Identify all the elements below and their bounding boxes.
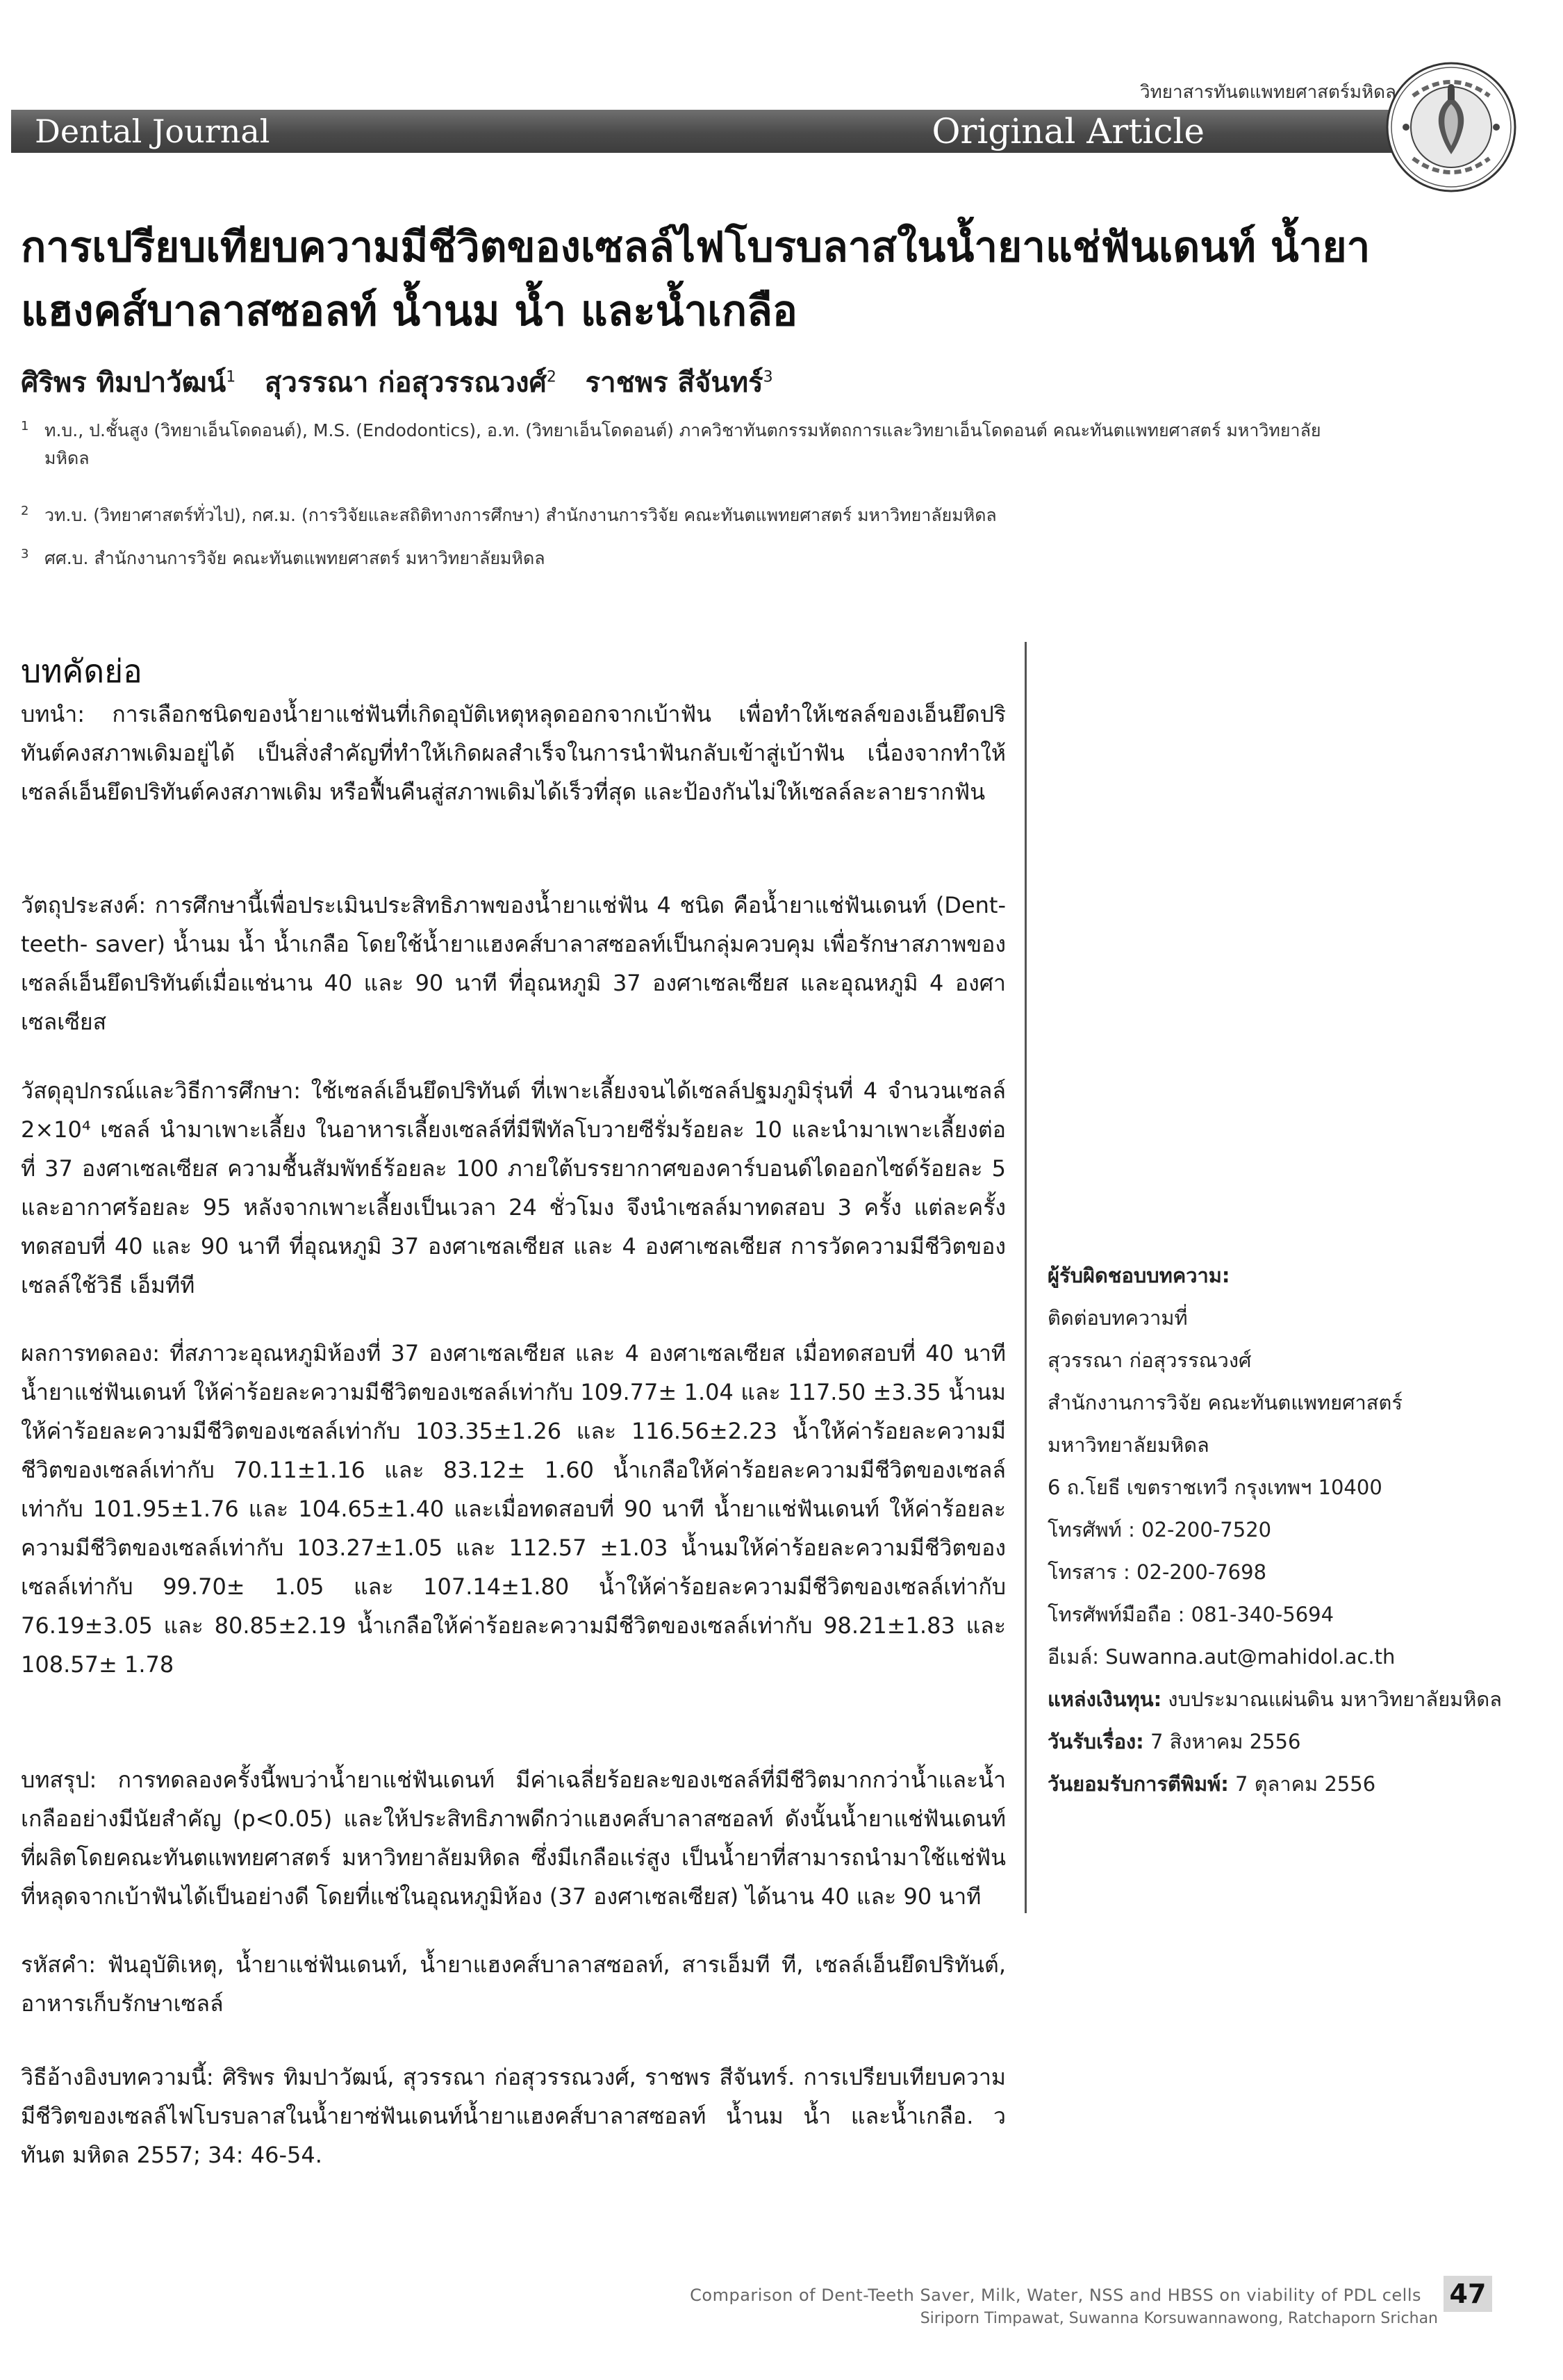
author-affiliation-mark: 1: [226, 368, 236, 386]
funding-label: แหล่งเงินทุน:: [1048, 1687, 1162, 1711]
journal-name-thai: วิทยาสารทันตแพทยศาสตร์มหิดล: [1140, 82, 1396, 103]
abstract-citation: [21, 2058, 1006, 2174]
contact-mobile: โทรศัพท์มือถือ : 081-340-5694: [1048, 1603, 1334, 1626]
affiliation-item: [21, 545, 1341, 572]
accepted-value: 7 ตุลาคม 2556: [1235, 1772, 1376, 1796]
section-label: บทนำ:: [21, 701, 85, 727]
funding-row: [1048, 1678, 1548, 1721]
author-name: ราชพร สีจันทร์: [585, 367, 763, 399]
correspondence-box: [1048, 1255, 1548, 1805]
abstract-introduction: [21, 695, 1006, 811]
header-journal-title: Dental Journal: [35, 113, 270, 150]
affiliation-number: 3: [21, 547, 29, 561]
contact-university: มหาวิทยาลัยมหิดล: [1048, 1433, 1209, 1457]
abstract-objective: [21, 886, 1006, 1041]
section-text: ใช้เซลล์เอ็นยึดปริทันต์ ที่เพาะเลี้ยงจนได้เซลล์ปฐมภูมิรุ่นที่ 4 จำนวนเซลล์ 2×10⁴ เซลล์ นำมาเพาะเลี้ยง ในอาหารเลี้ยงเซลล์ที่มีฟีทัลโบวายซีรั่มร้อยละ 10 และนำมาเพาะเลี้ยงต่อที่ 37 องศาเซลเซียส ความชื้นสัมพัทธ์ร้อยละ 100 ภายใต้บรรยากาศของคาร์บอนด์ไดออกไซด์ร้อยละ 5 และอากาศร้อยละ 95 หลังจากเพาะเลี้ยงเป็นเวลา 24 ชั่วโมง จึงนำเซลล์มาทดสอบ 3 ครั้ง แต่ละครั้งทดสอบที่ 40 และ 90 นาที ที่อุณหภูมิ 37 องศาเซลเซียส และ 4 องศาเซลเซียส การวัดความมีชีวิตของเซลล์ใช้วิธี เอ็มทีที: [21, 1077, 1007, 1298]
abstract-materials-methods: [21, 1071, 1006, 1305]
header-article-type: Original Article: [932, 111, 1205, 151]
section-text: ศิริพร ทิมปาวัฒน์, สุวรรณา ก่อสุวรรณวงศ์, ราชพร สีจันทร์. การเปรียบเทียบความมีชีวิตของเซลล์ไฟโบรบลาสในน้ำยาซ่ฟันเดนท์น้ำยาแฮงคส์บาลาสซอลท์ น้ำนม น้ำ และน้ำเกลือ. ว ทันต มหิดล 2557; 34: 46-54.: [21, 2064, 1006, 2168]
contact-office: สำนักงานการวิจัย คณะทันตแพทยศาสตร์: [1048, 1391, 1403, 1414]
correspondence-heading: ผู้รับผิดชอบบทความ:: [1048, 1264, 1230, 1287]
affiliation-text: ท.บ., ป.ชั้นสูง (วิทยาเอ็นโดดอนต์), M.S. (Endodontics), อ.ท. (วิทยาเอ็นโดดอนต์) ภาควิชาทันตกรรมหัตถการและวิทยาเอ็นโดดอนต์ คณะทันตแพทยศาสตร์ มหาวิทยาลัยมหิดล: [44, 420, 1321, 468]
author-affiliation-mark: 3: [763, 368, 773, 386]
affiliation-number: 1: [21, 419, 29, 433]
university-seal-logo: [1385, 61, 1517, 193]
author-name: ศิริพร ทิมปาวัฒน์: [21, 367, 226, 399]
funding-value: งบประมาณแผ่นดิน มหาวิทยาลัยมหิดล: [1168, 1687, 1503, 1711]
contact-address: 6 ถ.โยธี เขตราชเทวี กรุงเทพฯ 10400: [1048, 1476, 1382, 1499]
section-text: ที่สภาวะอุณหภูมิห้องที่ 37 องศาเซลเซียส และ 4 องศาเซลเซียส เมื่อทดสอบที่ 40 นาที น้ำยาแช่ฟันเดนท์ ให้ค่าร้อยละความมีชีวิตของเซลล์เท่ากับ 109.77± 1.04 และ 117.50 ±3.35 น้ำนมให้ค่าร้อยละความมีชีวิตของเซลล์เท่ากับ 103.35±1.26 และ 116.56±2.23 น้ำให้ค่าร้อยละความมีชีวิตของเซลล์เท่ากับ 70.11±1.16 และ 83.12± 1.60 น้ำเกลือให้ค่าร้อยละความมีชีวิตของเซลล์เท่ากับ 101.95±1.76 และ 104.65±1.40 และเมื่อทดสอบที่ 90 นาที น้ำยาแช่ฟันเดนท์ ให้ค่าร้อยละความมีชีวิตของเซลล์เท่ากับ 103.27±1.05 และ 112.57 ±1.03 น้ำนมให้ค่าร้อยละความมีชีวิตของเซลล์เท่ากับ 99.70± 1.05 และ 107.14±1.80 น้ำให้ค่าร้อยละความมีชีวิตของเซลล์เท่ากับ 76.19±3.05 และ 80.85±2.19 น้ำเกลือให้ค่าร้อยละความมีชีวิตของเซลล์เท่ากับ 98.21±1.83 และ 108.57± 1.78: [21, 1340, 1007, 1678]
affiliation-item: [21, 502, 1341, 529]
section-label: ผลการทดลอง:: [21, 1340, 160, 1366]
section-label: วัตถุประสงค์:: [21, 892, 147, 918]
affiliation-text: ศศ.บ. สำนักงานการวิจัย คณะทันตแพทยศาสตร์ มหาวิทยาลัยมหิดล: [44, 548, 545, 568]
section-label: วิธีอ้างอิงบทความนี้:: [21, 2064, 214, 2090]
section-label: รหัสคำ:: [21, 1951, 96, 1978]
accepted-row: [1048, 1763, 1548, 1805]
footer-authors: Siriporn Timpawat, Suwanna Korsuwannawong, Ratchaporn Srichan: [920, 2310, 1438, 2327]
affiliation-number: 2: [21, 504, 29, 518]
affiliation-text: วท.บ. (วิทยาศาสตร์ทั่วไป), กศ.ม. (การวิจัยและสถิติทางการศึกษา) สำนักงานการวิจัย คณะทันตแพทยศาสตร์ มหาวิทยาลัยมหิดล: [44, 505, 997, 525]
contact-phone: โทรศัพท์ : 02-200-7520: [1048, 1518, 1272, 1542]
contact-label: ติดต่อบทความที่: [1048, 1306, 1188, 1330]
abstract-conclusion: [21, 1760, 1006, 1916]
header-bar: [11, 110, 1406, 153]
section-text: การศึกษานี้เพื่อประเมินประสิทธิภาพของน้ำยาแช่ฟัน 4 ชนิด คือน้ำยาแช่ฟันเดนท์ (Dent-teeth- saver) น้ำนม น้ำ น้ำเกลือ โดยใช้น้ำยาแฮงคส์บาลาสซอลท์เป็นกลุ่มควบคุม เพื่อรักษาสภาพของเซลล์เอ็นยึดปริทันต์เมื่อแช่นาน 40 และ 90 นาที ที่อุณหภูมิ 37 องศาเซลเซียส และอุณหภูมิ 4 องศาเซลเซียส: [21, 892, 1007, 1035]
page-number: 47: [1444, 2276, 1492, 2312]
section-label: วัสดุอุปกรณ์และวิธีการศึกษา:: [21, 1077, 301, 1104]
received-label: วันรับเรื่อง:: [1048, 1730, 1144, 1753]
section-label: บทสรุป:: [21, 1767, 97, 1793]
received-row: [1048, 1721, 1548, 1763]
contact-fax: โทรสาร : 02-200-7698: [1048, 1560, 1267, 1584]
abstract-keywords: [21, 1945, 1006, 2023]
contact-name: สุวรรณา ก่อสุวรรณวงศ์: [1048, 1348, 1252, 1372]
accepted-label: วันยอมรับการตีพิมพ์:: [1048, 1772, 1229, 1796]
column-divider: [1025, 642, 1027, 1913]
affiliation-item: [21, 417, 1341, 472]
section-text: การทดลองครั้งนี้พบว่าน้ำยาแช่ฟันเดนท์ มีค่าเฉลี่ยร้อยละของเซลล์ที่มีชีวิตมากกว่าน้ำและน้ำเกลืออย่างมีนัยสำคัญ (p<0.05) และให้ประสิทธิภาพดีกว่าแฮงคส์บาลาสซอลท์ ดังนั้นน้ำยาแช่ฟันเดนท์ที่ผลิตโดยคณะทันตแพทยศาสตร์ มหาวิทยาลัยมหิดล ซึ่งมีเกลือแร่สูง เป็นน้ำยาที่สามารถนำมาใช้แช่ฟันที่หลุดจากเบ้าฟันได้เป็นอย่างดี โดยที่แช่ในอุณหภูมิห้อง (37 องศาเซลเซียส) ได้นาน 40 และ 90 นาที: [21, 1767, 1007, 1910]
section-text: ฟันอุบัติเหตุ, น้ำยาแช่ฟันเดนท์, น้ำยาแฮงคส์บาลาสซอลท์, สารเอ็มที ที, เซลล์เอ็นยึดปริทันต์, อาหารเก็บรักษาเซลล์: [21, 1951, 1007, 2017]
received-value: 7 สิงหาคม 2556: [1150, 1730, 1301, 1753]
section-text: การเลือกชนิดของน้ำยาแช่ฟันที่เกิดอุบัติเหตุหลุดออกจากเบ้าฟัน เพื่อทำให้เซลล์ของเอ็นยึดปริทันต์คงสภาพเดิมอยู่ได้ เป็นสิ่งสำคัญที่ทำให้เกิดผลสำเร็จในการนำฟันกลับเข้าสู่เบ้าฟัน เนื่องจากทำให้เซลล์เอ็นยึดปริทันต์คงสภาพเดิม หรือฟื้นคืนสู่สภาพเดิมได้เร็วที่สุด และป้องกันไม่ให้เซลล์ละลายรากฟัน: [21, 701, 1006, 805]
abstract-heading: บทคัดย่อ: [21, 652, 142, 690]
footer-english-title: Comparison of Dent-Teeth Saver, Milk, Water, NSS and HBSS on viability of PDL cells: [690, 2286, 1421, 2305]
author-name: สุวรรณา ก่อสุวรรณวงศ์: [264, 367, 547, 399]
author-affiliation-mark: 2: [546, 368, 556, 386]
contact-email: อีเมล์: Suwanna.aut@mahidol.ac.th: [1048, 1645, 1396, 1669]
author-list: [21, 360, 773, 404]
article-title: การเปรียบเทียบความมีชีวิตของเซลล์ไฟโบรบลาสในน้ำยาแช่ฟันเดนท์ น้ำยาแฮงคส์บาลาสซอลท์ น้ำนม น้ำ และน้ำเกลือ: [21, 223, 1371, 336]
abstract-results: [21, 1334, 1006, 1684]
